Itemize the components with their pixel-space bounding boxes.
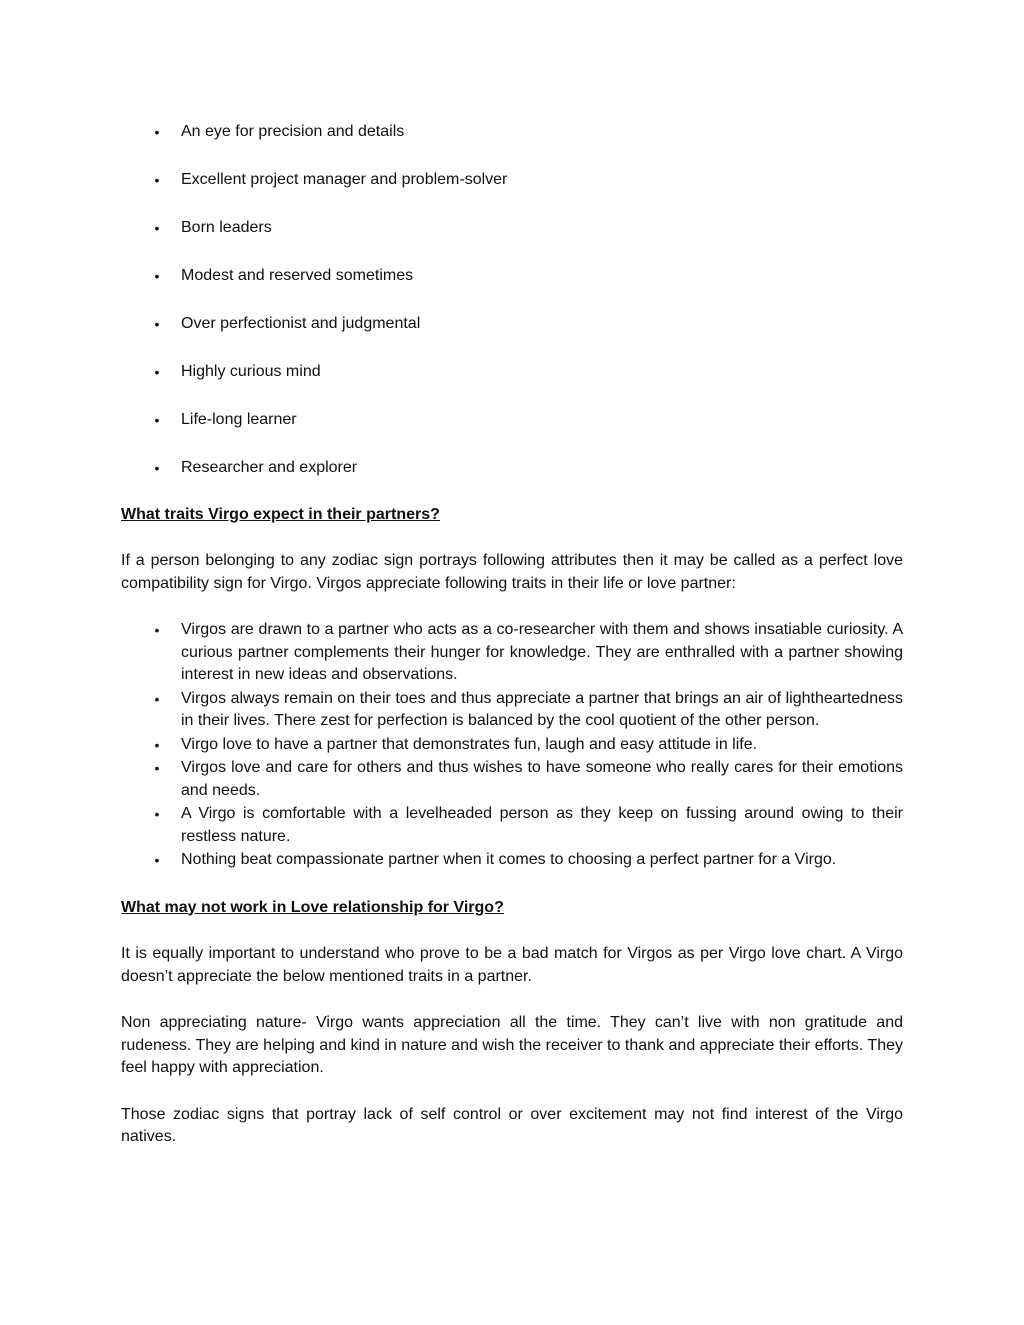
list-item — [121, 457, 903, 480]
bullet-icon: • — [154, 736, 160, 753]
document-body — [121, 121, 903, 1149]
bullet-icon: • — [154, 172, 160, 188]
list-item-text: Virgo love to have a partner that demonstrates fun, laugh and easy attitude in life. — [181, 735, 758, 753]
list-item — [121, 619, 903, 687]
list-item — [121, 217, 903, 240]
list-item-text: Virgos are drawn to a partner who acts as a co-researcher with them and shows insatiable curiosity. A curious partner complements their hunger for knowledge. They are enthralled with a partner showing interest in new ideas and observations. — [181, 621, 903, 683]
list-item — [121, 803, 903, 848]
partner-traits-list — [121, 619, 903, 872]
list-item-text: Virgos always remain on their toes and thus appreciate a partner that brings an air of lightheartedness in their lives. There zest for perfection is balanced by the cool quotient of the other person. — [181, 689, 903, 729]
section-heading-what-may-not-work: What may not work in Love relationship for Virgo? — [121, 898, 504, 916]
bullet-icon: • — [154, 460, 160, 476]
list-item — [121, 688, 903, 733]
section-intro-paragraph: If a person belonging to any zodiac sign portrays following attributes then it may be called as a perfect love compatibility sign for Virgo. Virgos appreciate following traits in their life or love partner: — [121, 552, 903, 592]
bullet-icon: • — [154, 806, 160, 822]
list-item-text: Researcher and explorer — [181, 459, 358, 476]
body-paragraph: It is equally important to understand who prove to be a bad match for Virgos as per Virgo love chart. A Virgo doesn’t appreciate the below mentioned traits in a partner. — [121, 945, 903, 985]
list-item-text: Life-long learner — [181, 411, 297, 428]
bullet-icon: • — [154, 268, 160, 284]
bullet-icon: • — [154, 124, 160, 140]
bullet-icon: • — [154, 690, 160, 707]
bullet-icon: • — [154, 364, 160, 380]
virgo-traits-list — [121, 121, 903, 480]
list-item — [121, 313, 903, 336]
bullet-icon: • — [154, 412, 160, 428]
list-item-text: Born leaders — [181, 219, 272, 236]
list-item-text: Excellent project manager and problem-solver — [181, 171, 508, 188]
list-item — [121, 757, 903, 802]
bullet-icon: • — [154, 220, 160, 236]
bullet-icon: • — [154, 760, 160, 776]
list-item-text: An eye for precision and details — [181, 123, 405, 140]
list-item — [121, 265, 903, 288]
list-item — [121, 849, 903, 872]
list-item — [121, 169, 903, 192]
body-paragraph: Those zodiac signs that portray lack of self control or over excitement may not find interest of the Virgo natives. — [121, 1105, 903, 1145]
list-item — [121, 361, 903, 384]
body-paragraph: Non appreciating nature- Virgo wants appreciation all the time. They can’t live with non gratitude and rudeness. They are helping and kind in nature and wish the receiver to thank and appreciate their efforts. They feel happy with appreciation. — [121, 1014, 903, 1076]
list-item — [121, 734, 903, 757]
list-item — [121, 409, 903, 432]
bullet-icon: • — [154, 316, 160, 332]
list-item-text: Highly curious mind — [181, 363, 321, 380]
bullet-icon: • — [154, 622, 160, 638]
list-item-text: Over perfectionist and judgmental — [181, 315, 421, 332]
list-item-text: Modest and reserved sometimes — [181, 267, 414, 284]
section-heading-partner-traits: What traits Virgo expect in their partners? — [121, 505, 440, 523]
list-item-text: Nothing beat compassionate partner when it comes to choosing a perfect partner for a Virgo. — [181, 851, 837, 868]
bullet-icon: • — [154, 852, 160, 868]
list-item-text: A Virgo is comfortable with a levelheaded person as they keep on fussing around owing to their restless nature. — [181, 805, 903, 845]
list-item — [121, 121, 903, 144]
list-item-text: Virgos love and care for others and thus wishes to have someone who really cares for their emotions and needs. — [181, 759, 903, 799]
